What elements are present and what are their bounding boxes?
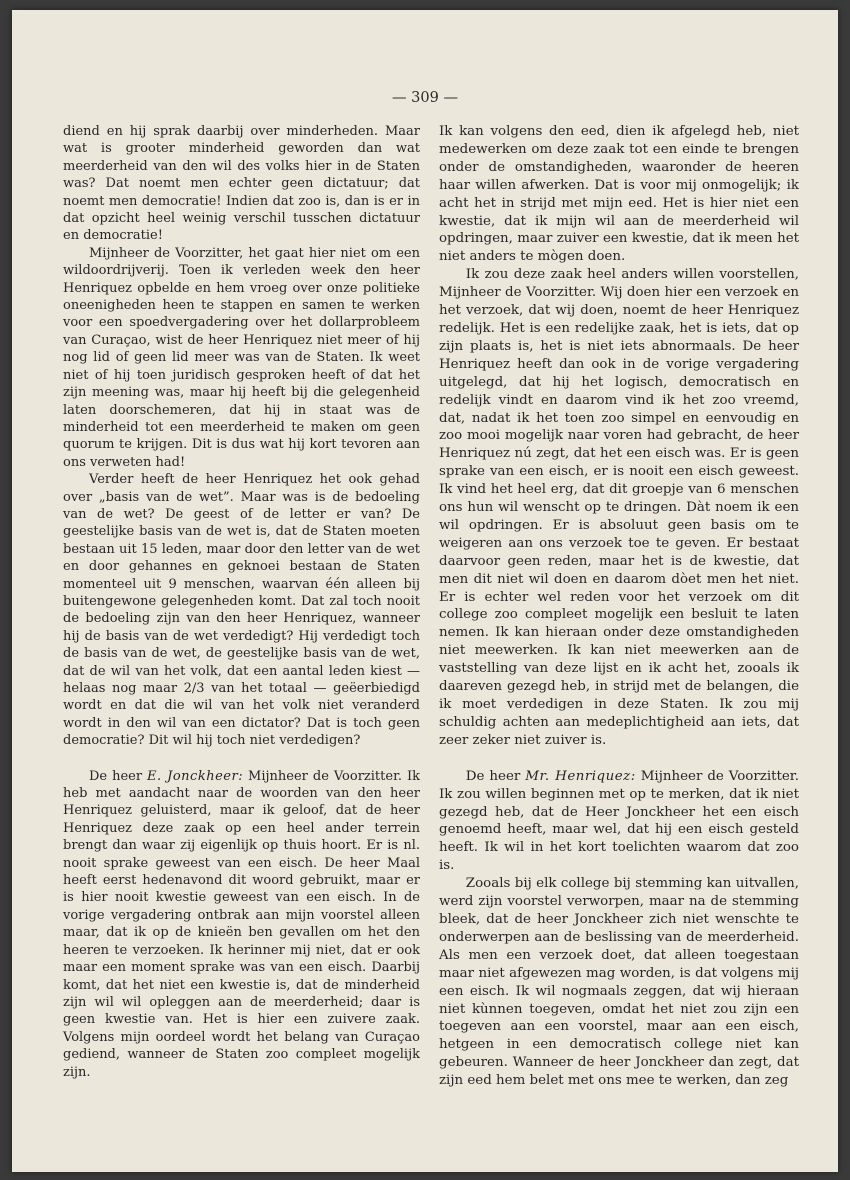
paragraph: Ik kan volgens den eed, dien ik afgelegd heb, niet medewerken om deze zaak tot een einde te brengen onder de omstandigheden, waaronder de heeren haar willen afwerken. Dat is voor mij onmogelijk; ik acht het in strijd met mijn eed. Het is hier niet een kwestie, dat ik mijn wil aan de meerderheid wil opdringen, maar zuiver een kwestie, dat ik meen het niet anders te mògen doen. (439, 124, 799, 265)
paragraph: diend en hij sprak daarbij over minderheden. Maar wat is grooter minderheid geworden dan wat meerderheid van den wil des volks hier in de Staten was? Dat noemt men echter geen dictatuur; dat noemt men democratie! Indien dat zoo is, dan is er in dat opzicht heel weinig verschil tusschen dictatuur en democratie! (63, 124, 420, 244)
speaker-paragraph (439, 768, 799, 875)
speaker-prefix: De heer (89, 768, 148, 784)
speaker-name: E. Jonckheer: (147, 768, 244, 784)
speaker-prefix: De heer (465, 768, 526, 784)
speaker-paragraph (63, 768, 420, 1081)
left-column (63, 123, 420, 1081)
paragraph: Ik zou deze zaak heel anders willen voorstellen, Mijnheer de Voorzitter. Wij doen hier een verzoek en het verzoek, dat wij doen, noemt de heer Henriquez redelijk. Het is een redelijke zaak, het is iets, dat op zijn plaats is, het is niet iets abnormaals. De heer Henriquez heeft dan ook in de vorige vergadering uitgelegd, dat hij het logisch, democratisch en redelijk vindt en daarom vind ik het zoo vreemd, dat, nadat ik het toen zoo simpel en eenvoudig en zoo mooi mogelijk naar voren had gebracht, de heer Henriquez nú zegt, dat het een eisch was. Er is geen sprake van een eisch, er is nooit een eisch geweest. Ik vind het heel erg, dat dit groepje van 6 menschen ons hun wil wenscht op te dringen. Dàt noem ik een wil opdringen. Er is absoluut geen basis om te weigeren aan ons verzoek toe te geven. Er bestaat daarvoor geen reden, maar het is de kwestie, dat men dit niet wil doen en daarom dòet men het niet. Er is echter wel reden voor het verzoek om dit college zoo compleet mogelijk een besluit te laten nemen. Ik kan hieraan onder deze omstandigheden niet meewerken. Ik kan niet meewerken aan de vaststelling van deze lijst en ik acht het, zooals ik daareven gezegd heb, in strijd met de belangen, die ik moet verdedigen in deze Staten. Ik zou mij schuldig achten aan medeplichtigheid aan iets, dat zeer zeker niet zuiver is. (439, 267, 799, 748)
speaker-name: Mr. Henriquez: (525, 768, 636, 784)
speech-text: Mijnheer de Voorzitter. Ik zou willen beginnen met op te merken, dat ik niet gezegd heb, dat de Heer Jonckheer het een eisch genoemd heeft, maar wel, dat hij een eisch gesteld heeft. Ik wil in het kort toelichten waarom dat zoo is. (439, 768, 799, 874)
paragraph: Mijnheer de Voorzitter, het gaat hier niet om een wildoordrijverij. Toen ik verleden week den heer Henriquez opbelde en hem vroeg over onze politieke oneenigheden heen te stappen en samen te werken voor een spoedvergadering over het dollarprobleem van Curaçao, wist de heer Henriquez niet meer of hij nog lid of geen lid meer was van de Staten. Ik weet niet of hij toen juridisch gesproken heeft of dat het zijn meening was, maar hij heeft bij die gelegenheid laten doorschemeren, dat hij in staat was de minderheid tot een meerderheid te maken om geen quorum te krijgen. Dit is dus wat hij kort tevoren aan ons verweten had! (63, 245, 420, 470)
right-column (439, 123, 799, 1090)
page-number: — 309 — (392, 90, 458, 106)
paragraph: Zooals bij elk college bij stemming kan uitvallen, werd zijn voorstel verworpen, maar na de stemming bleek, dat de heer Jonckheer zich niet wenschte te onderwerpen aan de beslissing van de meerderheid. Als men een verzoek doet, dat alleen toegestaan maar niet afgewezen mag worden, is dat volgens mij een eisch. Ik wil nogmaals zeggen, dat wij hieraan niet kùnnen toegeven, omdat het niet zou zijn een toegeven aan een voorstel, maar aan een eisch, hetgeen in een democratisch college niet kan gebeuren. Wanneer de heer Jonckheer dan zegt, dat zijn eed hem belet met ons mee te werken, dan zeg (439, 876, 799, 1089)
speech-text: Mijnheer de Voorzitter. Ik heb met aandacht naar de woorden van den heer Henriquez geluisterd, maar ik geloof, dat de heer Henriquez deze zaak op een heel ander terrein brengt dan waar zij eigenlijk op thuis hoort. Er is nl. nooit sprake geweest van een eisch. De heer Maal heeft eerst hedenavond dit woord gebruikt, maar er is hier nooit kwestie geweest van een eisch. In de vorige vergadering ontbrak aan mijn voorstel alleen maar, dat ik op de knieën ben gevallen om het den heeren te verzoeken. Ik herinner mij niet, dat er ook maar een moment sprake was van een eisch. Daarbij komt, dat het niet een kwestie is, dat de minderheid zijn wil wil opleggen aan de meerderheid; daar is geen kwestie van. Het is hier een zuivere zaak. Volgens mijn oordeel wordt het belang van Curaçao gediend, wanneer de Staten zoo compleet mogelijk zijn. (63, 768, 420, 1080)
paragraph: Verder heeft de heer Henriquez het ook gehad over „basis van de wet”. Maar was is de bedoeling van de wet? De geest of de letter er van? De geestelijke basis van de wet is, dat de Staten moeten bestaan uit 15 leden, maar door den letter van de wet en door gehannes en geknoei bestaan de Staten momenteel uit 9 menschen, waarvan één alleen bij buitengewone gelegenheden komt. Dat zal toch nooit de bedoeling zijn van den heer Henriquez, wanneer hij de basis van de wet verdedigt? Hij verdedigt toch de basis van de wet, de geestelijke basis van de wet, dat de wil van het volk, dat een aantal leden kiest — helaas nog maar 2/3 van het totaal — geëerbiedigd wordt en dat die wil van het volk niet veranderd wordt in den wil van een dictator? Dat is toch geen democratie? Dit wil hij toch niet verdedigen? (63, 472, 420, 749)
